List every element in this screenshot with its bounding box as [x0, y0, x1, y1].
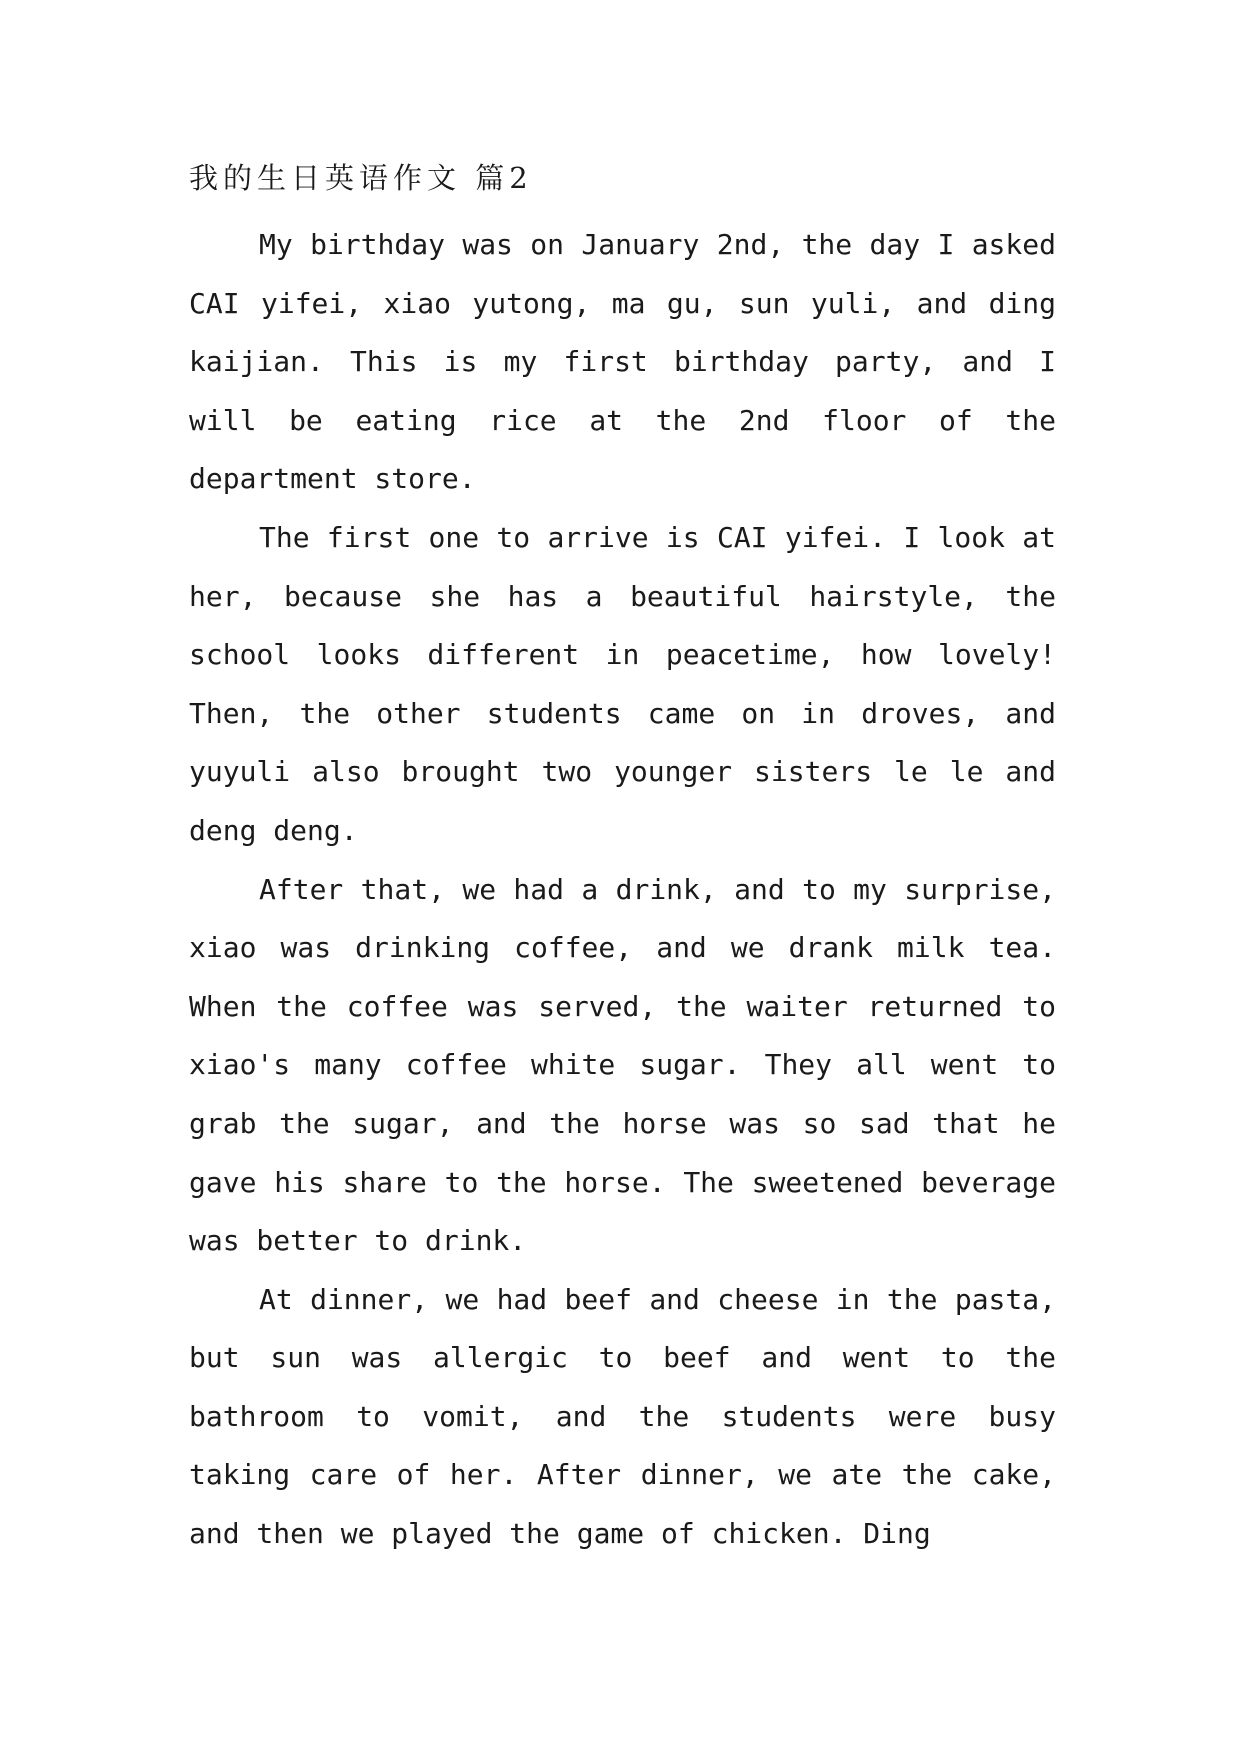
- document-title: 我的生日英语作文 篇2: [189, 161, 533, 195]
- paragraph-3: After that, we had a drink, and to my surprise, xiao was drinking coffee, and we drank milk tea. When the coffee was served, the waiter returned to xiao's many coffee white sugar. They all went to grab the sugar, and the horse was so sad that he gave his share to the horse. The sweetened beverage was better to drink.: [189, 872, 1056, 1258]
- document-body: [189, 158, 1056, 1564]
- paragraph-1: My birthday was on January 2nd, the day I asked CAI yifei, xiao yutong, ma gu, sun yuli, and ding kaijian. This is my first birthday party, and I will be eating rice at the 2nd floor of the department store.: [189, 228, 1056, 496]
- paragraph-4: At dinner, we had beef and cheese in the pasta, but sun was allergic to beef and went to the bathroom to vomit, and the students were busy taking care of her. After dinner, we ate the cake, and then we played the game of chicken. Ding: [189, 1282, 1056, 1551]
- paragraph-2: The first one to arrive is CAI yifei. I look at her, because she has a beautiful hairstyle, the school looks different in peacetime, how lovely! Then, the other students came on in droves, and yuyuli also brought two younger sisters le le and deng deng.: [189, 520, 1056, 847]
